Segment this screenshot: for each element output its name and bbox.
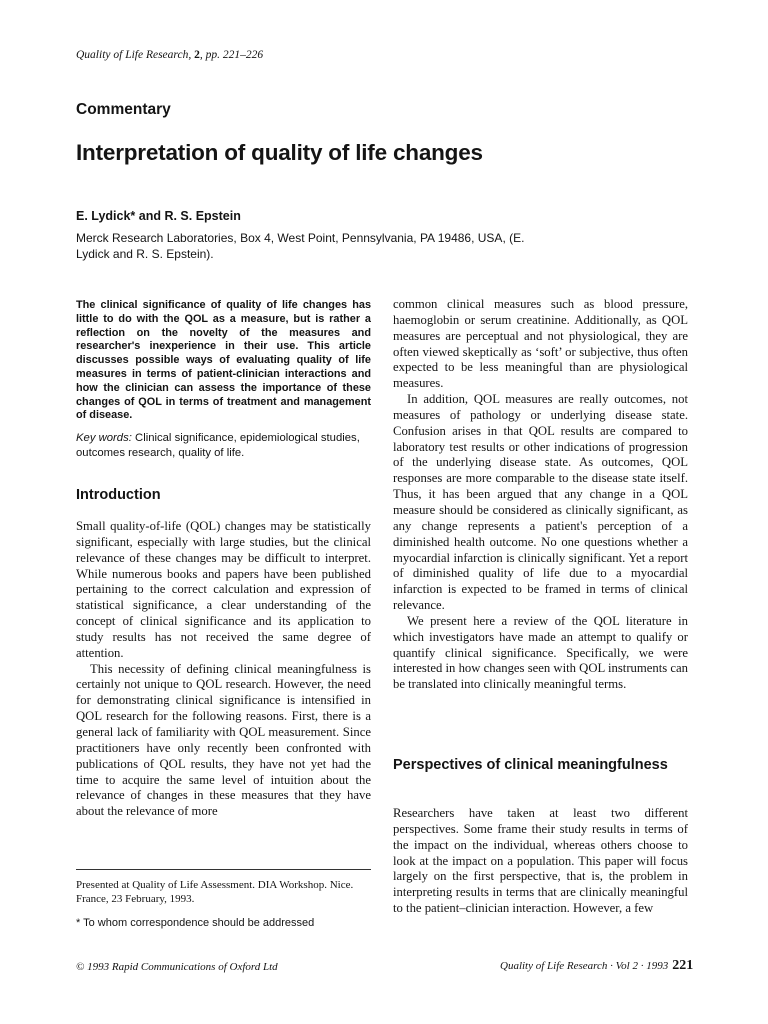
- right-paragraph-3: We present here a review of the QOL literature in which investigators have made an attempt to qualify or quantify clinical significance. Specifically, we were interested in how changes seen with QOL instruments can be translated into clinically meaningful terms.: [393, 613, 688, 692]
- footnote-rule: [76, 869, 371, 870]
- keywords: [76, 431, 371, 460]
- affiliation: Merck Research Laboratories, Box 4, West Point, Pennsylvania, PA 19486, USA, (E. Lydick and R. S. Epstein).: [76, 231, 525, 261]
- footnote-presented: Presented at Quality of Life Assessment. DIA Workshop. Nice. France, 23 February, 1993.: [76, 879, 354, 905]
- keywords-label: Key words:: [76, 432, 132, 444]
- journal-volume: 2: [194, 49, 200, 61]
- introduction-body: [76, 519, 371, 820]
- journal-pages: , pp. 221–226: [199, 49, 264, 61]
- authors: E. Lydick* and R. S. Epstein: [76, 209, 241, 223]
- right-column-body: [393, 297, 688, 693]
- intro-paragraph-2: This necessity of defining clinical meaningfulness is certainly not unique to QOL research. However, the need for demonstrating clinical significance is intensified in QOL research for the following reasons. First, there is a general lack of familiarity with QOL measurement. Since practitioners have only recently been confronted with publications of QOL results, they have not yet had the time to acquire the same level of intuition about the relevance of changes in these measures that they have about the relevance of more: [76, 661, 371, 819]
- journal-footer: [500, 958, 693, 974]
- article-title: Interpretation of quality of life changes: [76, 140, 483, 165]
- abstract: The clinical significance of quality of life changes has little to do with the QOL as a measure, but is rather a reflection on the novelty of the measures and researcher's inexperience in their use. This article discusses possible ways of evaluating quality of life measures in terms of patient-clinician interactions and how the clinician can assess the importance of these changes of QOL in terms of treatment and management of disease.: [76, 299, 371, 422]
- perspectives-heading: Perspectives of clinical meaningfulness: [393, 757, 668, 773]
- keywords-text: Clinical significance, epidemiological studies, outcomes research, quality of life.: [76, 432, 360, 459]
- right-paragraph-1: common clinical measures such as blood pressure, haemoglobin or serum creatinine. Additionally, as QOL measures are perceptual and not physiological, they are often viewed skeptically as ‘soft’ or subjective, thus often expected to be less meaningful than are physiological measures.: [393, 297, 688, 391]
- footer-journal-info: Quality of Life Research · Vol 2 · 1993: [500, 960, 669, 972]
- right-paragraph-2: In addition, QOL measures are really outcomes, not measures of pathology or underlying disease state. Confusion arises in that QOL results are compared to laboratory test results or other indications of progression of the underlying disease state. As outcomes, QOL responses are more comparable to the disease state itself. Thus, it has been argued that any change in a QOL measure should be considered as clinically significant, as any change represents a patient's perception of a diminished health outcome. No one questions whether a myocardial infarction is clinically significant. Yet a report of diminished quality of life due to a myocardial infarction is expected to be framed in terms of clinical relevance.: [393, 392, 688, 613]
- perspectives-body: [393, 806, 688, 917]
- running-header: Quality of Life Research, 2, pp. 221–226: [76, 49, 264, 61]
- footnote-correspondence: * To whom correspondence should be addressed: [76, 917, 315, 929]
- intro-paragraph-1: Small quality-of-life (QOL) changes may be statistically significant, especially with large studies, but the clinical relevance of these changes may be difficult to interpret. While numerous books and papers have been published pertaining to the correct calculation and expression of statistical significance, a clear understanding of the concept of clinical significance and its application to study results has not received the same degree of attention.: [76, 519, 371, 660]
- introduction-heading: Introduction: [76, 487, 161, 503]
- section-type: Commentary: [76, 101, 171, 118]
- copyright-footer: © 1993 Rapid Communications of Oxford Ltd: [76, 961, 278, 973]
- journal-name: Quality of Life Research: [76, 49, 189, 61]
- perspectives-paragraph: Researchers have taken at least two different perspectives. Some frame their study results in terms of the impact on the individual, whereas others choose to look at the impact on a population. This paper will focus largely on the first perspective, that is, the problem in interpreting results in terms that are clinically meaningful to the patient–clinician interaction. However, a few: [393, 806, 688, 916]
- page-number: 221: [672, 958, 694, 973]
